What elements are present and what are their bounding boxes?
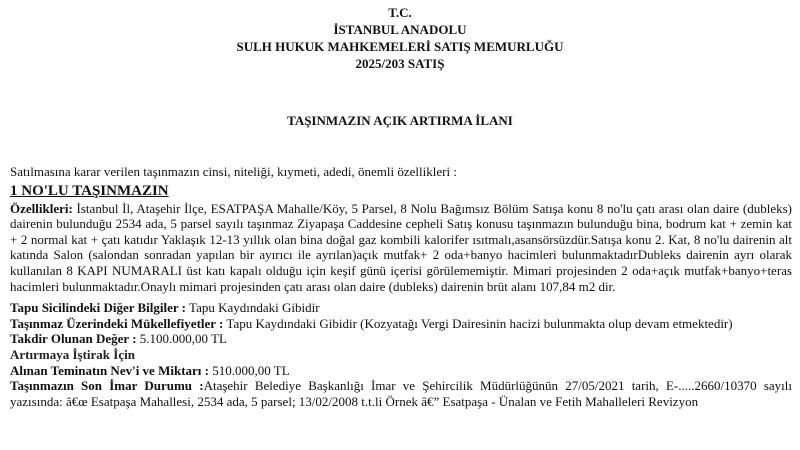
header-line-tc: T.C. bbox=[388, 5, 412, 20]
zoning-label: Taşınmazın Son İmar Durumu : bbox=[10, 378, 204, 394]
features-text: İstanbul İl, Ataşehir İlçe, ESATPAŞA Mahalle/Köy, 5 Parsel, 8 Nolu Bağımsız Bölüm Satışa konu 8 no'lu çatı arası olan daire (dubleks) dairenin bulunduğu 2534 ada, 5 parsel sayılı taşınmaz Ziyapaşa Caddesine cepheli Satış konusu taşınmazın bulunduğu bina, bodrum kat + zemin kat + 2 normal kat + çatı katıdır Yaklaşık 12-13 yıllık olan bina doğal gaz kombili kalorifer ısıtmalı,asansörsüzdür.Satışa konu 2. Kat, 8 no'lu dairenin alt katında Salon (salondan sonradan yapılan bir ayırıcı ile ayrılan)açık mutfak+ 2 oda+banyo hacimleri bulunmaktadırDubleks dairenin ayrı olarak kullanılan 8 KAPI NUMARALI üst katı kapalı olduğu için keşif günü içerisi görülememiştir. Mimari projesinden 2 oda+açık mutfak+banyo+teras hacimleri bulunmaktadır.Onaylı mimari projesinden çatı arası olan daire (dubleks) dairenin brüt alanı 107,84 m2 dir. bbox=[10, 200, 792, 294]
registry-label: Tapu Sicilindeki Diğer Bilgiler : bbox=[10, 300, 187, 316]
zoning-row bbox=[10, 378, 792, 409]
header-line-city: İSTANBUL ANADOLU bbox=[333, 22, 467, 37]
appraised-value: 5.100.000,00 TL bbox=[136, 331, 227, 347]
registry-info-row bbox=[10, 300, 792, 316]
zoning-value: Ataşehir Belediye Başkanlığı İmar ve Şehircilik Müdürlüğünün 27/05/2021 tarih, E-.....2660/10370 sayılı yazısında: â€œ Esatpaşa Mahallesi, 2534 ada, 5 parsel; 13/02/2008 t.t.li Örnek â€” Esatpaşa - Ünalan ve Fetih Mahalleleri Revizyon bbox=[10, 378, 792, 409]
collateral-row bbox=[10, 363, 792, 379]
announcement-title: TAŞINMAZIN AÇIK ARTIRMA İLANI bbox=[287, 113, 513, 128]
intro-text: Satılmasına karar verilen taşınmazın cinsi, niteliği, kıymeti, adedi, önemli özellikleri : bbox=[10, 164, 457, 179]
encumbrances-value: Tapu Kaydındaki Gibidir (Kozyatağı Vergi Dairesinin hacizi bulunmakta olup devam etmektedir) bbox=[223, 315, 733, 331]
property-heading: 1 NO'LU TAŞINMAZIN bbox=[10, 182, 169, 199]
header-line-case-number: 2025/203 SATIŞ bbox=[355, 56, 445, 71]
participation-row bbox=[10, 347, 792, 363]
features-label: Özellikleri: bbox=[10, 200, 73, 216]
collateral-value: 510.000,00 TL bbox=[208, 362, 290, 378]
header-line-office: SULH HUKUK MAHKEMELERİ SATIŞ MEMURLUĞU bbox=[236, 39, 564, 54]
registry-value: Tapu Kaydındaki Gibidir bbox=[186, 300, 320, 316]
court-header bbox=[0, 4, 800, 72]
document-body bbox=[10, 164, 792, 409]
collateral-label: Alınan Teminatın Nev'i ve Miktarı : bbox=[10, 362, 209, 378]
appraised-value-label: Takdir Olunan Değer : bbox=[10, 331, 137, 347]
encumbrances-row bbox=[10, 316, 792, 332]
encumbrances-label: Taşınmaz Üzerindeki Mükellefiyetler : bbox=[10, 315, 224, 331]
participation-label: Artırmaya İştirak İçin bbox=[10, 346, 135, 362]
property-features bbox=[10, 201, 792, 295]
appraised-value-row bbox=[10, 331, 792, 347]
